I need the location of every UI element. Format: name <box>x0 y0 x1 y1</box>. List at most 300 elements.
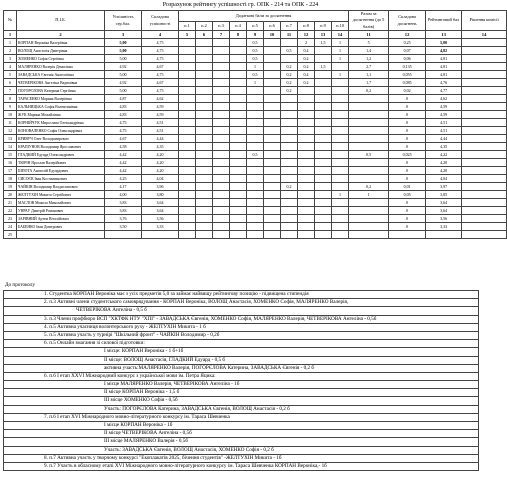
achievement-component: 0 <box>389 119 426 127</box>
performance-component: 4,44 <box>142 135 179 143</box>
achievement-points <box>281 167 298 175</box>
commission-decision <box>462 183 507 191</box>
achievement-points <box>264 143 281 151</box>
achievement-points <box>332 143 349 151</box>
row-number: 17 <box>4 167 17 175</box>
avg-score: 4,75 <box>105 127 142 135</box>
row-number: 14 <box>4 143 17 151</box>
achievement-points <box>213 103 230 111</box>
rating-score: 4,20 <box>426 159 462 167</box>
row-number: 1 <box>4 39 17 47</box>
commission-decision <box>462 119 507 127</box>
achievement-points <box>281 151 298 159</box>
avg-score: 3,83 <box>105 199 142 207</box>
achievement-component: 0 <box>389 215 426 223</box>
student-name: ГЛАДКИЙ Едуард Олександрович <box>17 151 105 159</box>
achievement-points <box>230 79 247 87</box>
table-row <box>4 215 507 223</box>
protocol-line-text: 6. п.5 Онлайн змагання зі силової підготовки: <box>44 340 145 347</box>
achievement-points <box>315 223 332 231</box>
achievement-points <box>196 223 213 231</box>
col-avg-header: Успішність сер.бал. <box>105 11 142 31</box>
commission-decision <box>462 63 507 71</box>
protocol-line-text: І місце: КОРПАН Вероніка - 1 б+1б <box>104 348 184 355</box>
avg-score: 4,42 <box>105 167 142 175</box>
achievement-points <box>315 111 332 119</box>
achievement-points <box>264 159 281 167</box>
achievement-points <box>196 47 213 55</box>
achievement-points <box>332 175 349 183</box>
performance-component: 4,67 <box>142 79 179 87</box>
sub-header: п.2 <box>196 21 213 31</box>
achievement-points <box>264 47 281 55</box>
achievement-component: 0,085 <box>389 79 426 87</box>
achievement-component: 0 <box>389 135 426 143</box>
achievement-points <box>179 71 196 79</box>
avg-score: 4,25 <box>105 175 142 183</box>
achievement-points <box>179 55 196 63</box>
commission-decision <box>462 103 507 111</box>
protocol-line <box>3 463 479 471</box>
sub-header: п.9 <box>315 21 332 31</box>
achievement-points <box>179 127 196 135</box>
achievement-sum: 5 <box>349 39 389 47</box>
commission-decision <box>462 231 507 239</box>
avg-score: 4,75 <box>105 119 142 127</box>
protocol-line <box>3 316 479 324</box>
achievement-points <box>332 159 349 167</box>
achievement-points <box>315 103 332 111</box>
achievement-points <box>230 207 247 215</box>
achievement-points <box>264 119 281 127</box>
achievement-points <box>196 63 213 71</box>
protocol-line-text: активна участь:МАЛЯРЕНКО Валерія, ПОГОРЄЛОВА Катерина, ЗАВАДСЬКА Євгенія - 0,2 б <box>104 364 315 371</box>
avg-score: 3,50 <box>105 223 142 231</box>
achievement-points <box>213 199 230 207</box>
achievement-sum <box>349 223 389 231</box>
avg-score: 4,58 <box>105 143 142 151</box>
row-number: 10 <box>4 111 17 119</box>
avg-score: 4,83 <box>105 111 142 119</box>
protocol-line <box>3 332 479 340</box>
student-name: КРИВУЧ Олег Володимирович <box>17 135 105 143</box>
achievement-points <box>213 167 230 175</box>
performance-component: 4,51 <box>142 127 179 135</box>
achievement-points <box>230 87 247 95</box>
performance-component: 4,51 <box>142 119 179 127</box>
sub-header: п.10 <box>332 21 349 31</box>
performance-component: 4,75 <box>142 55 179 63</box>
achievement-points <box>298 103 315 111</box>
achievement-points <box>213 207 230 215</box>
achievement-points <box>213 159 230 167</box>
commission-decision <box>462 159 507 167</box>
achievement-sum: 1,1 <box>349 71 389 79</box>
achievement-points <box>196 175 213 183</box>
avg-score: 4,00 <box>105 191 142 199</box>
table-row <box>4 159 507 167</box>
achievement-component: 0 <box>389 167 426 175</box>
achievement-points <box>179 79 196 87</box>
achievement-points <box>281 223 298 231</box>
achievement-points <box>196 55 213 63</box>
commission-decision <box>462 199 507 207</box>
avg-score: 4,83 <box>105 103 142 111</box>
achievement-points: 0,2 <box>281 71 298 79</box>
achievement-component: 0 <box>389 111 426 119</box>
protocol-line-text: 4. п.5 Активна учасниця волонтерського руху - ЖЕЛТУХІН Микита - 1 б <box>44 323 206 330</box>
achievement-points <box>264 231 281 239</box>
performance-component: 3,33 <box>142 223 179 231</box>
protocol-line-text: 9. п.7 Участь в обласному етапі XVI Міжнародного мовно-літературного конкурсу ім. Тараса Шевченка КОРПАН Вероніка,- 1б <box>44 462 327 469</box>
achievement-points <box>230 135 247 143</box>
achievement-points <box>213 191 230 199</box>
achievement-sum: 1,2 <box>349 55 389 63</box>
avg-score: 4,42 <box>105 151 142 159</box>
protocol-line <box>3 340 479 348</box>
achievement-points <box>213 183 230 191</box>
protocol-line <box>3 365 479 373</box>
achievement-points <box>196 39 213 47</box>
achievement-points: 1,5 <box>315 63 332 71</box>
achievement-sum <box>349 199 389 207</box>
achievement-points <box>298 223 315 231</box>
achievement-points <box>179 199 196 207</box>
achievement-points <box>315 87 332 95</box>
achievement-points <box>264 79 281 87</box>
achievement-points <box>230 71 247 79</box>
student-name: ТЮРІН Ярослав Валерійович <box>17 159 105 167</box>
achievement-points <box>264 223 281 231</box>
achievement-points <box>196 111 213 119</box>
achievement-points <box>264 111 281 119</box>
commission-decision <box>462 39 507 47</box>
student-name: ЖУК Марина Михайлівна <box>17 111 105 119</box>
achievement-points <box>264 103 281 111</box>
protocol-line-text: 7. п.6 І етап XVI Міжнародного мовно-літературного конкурсу ім. Тараса Шевченка <box>44 413 230 420</box>
achievement-points <box>315 207 332 215</box>
table-row <box>4 119 507 127</box>
achievement-sum <box>349 159 389 167</box>
col-decision-header: Рішення комісії <box>462 11 507 31</box>
protocol-line-text: ІІІ місце ХОМЕНКО Софія - 0,5б <box>104 397 178 404</box>
achievement-points <box>298 135 315 143</box>
achievement-points: 0,2 <box>281 183 298 191</box>
performance-component: 3,64 <box>142 207 179 215</box>
achievement-points <box>230 231 247 239</box>
achievement-points <box>230 39 247 47</box>
achievement-points <box>230 119 247 127</box>
achievement-component: 0,07 <box>389 47 426 55</box>
notes-heading: До протоколу <box>5 282 36 288</box>
protocol-line-text: І місце МАЛЯРЕНКО Валерія, ЧЕТВЕРІКОВА Ангеліна - 1б <box>104 381 240 388</box>
achievement-points <box>196 119 213 127</box>
col-num-header: № <box>4 11 17 31</box>
rating-score: 3,56 <box>426 215 462 223</box>
student-name: БАБЕНКО Іван Дмитрович <box>17 223 105 231</box>
row-number: 4 <box>4 63 17 71</box>
rating-score: 4,81 <box>426 71 462 79</box>
achievement-points <box>315 95 332 103</box>
achievement-points <box>213 231 230 239</box>
achievement-points <box>315 191 332 199</box>
achievement-points <box>196 87 213 95</box>
table-row <box>4 175 507 183</box>
achievement-points <box>247 111 264 119</box>
achievement-points <box>179 223 196 231</box>
achievement-points: 0,5 <box>247 47 264 55</box>
achievement-points <box>332 215 349 223</box>
achievement-points <box>264 63 281 71</box>
performance-component: 4,75 <box>142 39 179 47</box>
table-row <box>4 79 507 87</box>
achievement-points <box>332 167 349 175</box>
achievement-component: 0 <box>389 223 426 231</box>
commission-decision <box>462 175 507 183</box>
achievement-points <box>298 95 315 103</box>
achievement-points <box>213 79 230 87</box>
col-sum-header: Разом за досягнення (до 5 балів) <box>349 11 389 31</box>
achievement-points <box>315 119 332 127</box>
student-name: ЗАВАДСЬКА Євгенія Анатоліївна <box>17 71 105 79</box>
commission-decision <box>462 47 507 55</box>
achievement-points <box>332 103 349 111</box>
achievement-sum: 1,4 <box>349 47 389 55</box>
protocol-line <box>3 389 479 397</box>
achievement-points <box>196 183 213 191</box>
achievement-points <box>281 207 298 215</box>
row-number: 11 <box>4 119 17 127</box>
achievement-points <box>264 71 281 79</box>
row-number: 24 <box>4 223 17 231</box>
achievement-points <box>179 63 196 71</box>
student-name: ЖЕЛТУХІН Микита Сергійович <box>17 191 105 199</box>
rating-score: 4,77 <box>426 87 462 95</box>
row-number: 6 <box>4 79 17 87</box>
rating-score: 4,82 <box>426 47 462 55</box>
achievement-points <box>196 167 213 175</box>
avg-score: 5,00 <box>105 47 142 55</box>
achievement-points <box>179 111 196 119</box>
row-number: 22 <box>4 207 17 215</box>
column-number: 2 <box>17 31 105 39</box>
achievement-points <box>298 159 315 167</box>
achievement-points <box>247 167 264 175</box>
performance-component: 4,67 <box>142 63 179 71</box>
protocol-line-text: 2. п.3 Активні члени студентського самоврядування - КОРПАН Вероніка, ВОЛОЩ Анастасія, ХОМЕНКО Софія, МАЛЯРЕНКО Валерія, <box>44 299 349 306</box>
achievement-sum: 1,7 <box>349 79 389 87</box>
achievement-points <box>332 183 349 191</box>
row-number: 5 <box>4 71 17 79</box>
achievement-points: 0,2 <box>281 87 298 95</box>
achievement-points <box>179 175 196 183</box>
achievement-sum: 0,2 <box>349 87 389 95</box>
column-number: 5 <box>179 31 196 39</box>
achievement-points <box>315 79 332 87</box>
achievement-points <box>230 215 247 223</box>
achievement-points <box>332 119 349 127</box>
table-row <box>4 103 507 111</box>
achievement-points <box>196 207 213 215</box>
performance-component: 3,96 <box>142 183 179 191</box>
achievement-points <box>298 127 315 135</box>
protocol-line-text: 8. п.7 Активна участь у творчому конкурсі "Екоплакатів 2025, бічення студентів" -ЖЕЛТУХІН Микита - 1б <box>44 454 282 461</box>
achievement-points <box>264 207 281 215</box>
sub-header: п.1 <box>179 21 196 31</box>
achievement-points <box>264 39 281 47</box>
achievement-points <box>281 135 298 143</box>
table-row <box>4 47 507 55</box>
achievement-points <box>281 199 298 207</box>
table-row <box>4 71 507 79</box>
achievement-points <box>332 79 349 87</box>
row-number: 13 <box>4 135 17 143</box>
achievement-points <box>230 127 247 135</box>
rating-score: 5,00 <box>426 39 462 47</box>
achievement-sum: 0,5 <box>349 151 389 159</box>
achievement-points <box>213 47 230 55</box>
achievement-points <box>179 231 196 239</box>
student-name: МАСЛОВ Микола Миколайович <box>17 199 105 207</box>
achievement-points: 1 <box>332 55 349 63</box>
achievement-points <box>247 95 264 103</box>
achievement-points <box>298 207 315 215</box>
achievement-points <box>298 199 315 207</box>
student-name: СИСОЄВ Іван Костянтинович <box>17 175 105 183</box>
achievement-points: 0,4 <box>298 47 315 55</box>
protocol-line <box>3 406 479 414</box>
row-number: 18 <box>4 175 17 183</box>
protocol-line <box>3 290 479 299</box>
achievement-points: 0,2 <box>298 79 315 87</box>
achievement-points <box>298 119 315 127</box>
student-name: ТАРАСЕНКО Марина Валеріївна <box>17 95 105 103</box>
rating-score <box>426 231 462 239</box>
table-row <box>4 191 507 199</box>
achievement-points <box>179 39 196 47</box>
achievement-sum <box>349 215 389 223</box>
achievement-points <box>264 183 281 191</box>
achievement-points <box>179 215 196 223</box>
achievement-points <box>298 111 315 119</box>
performance-component: 3,80 <box>142 191 179 199</box>
achievement-points <box>196 215 213 223</box>
protocol-line-text: ІІ місце: ВОЛОЩ Анастасія, ГЛАДКИЙ Едуард - 0,5 б <box>104 356 226 363</box>
student-name <box>17 231 105 239</box>
col-name-header: П.І.Б. <box>17 11 105 31</box>
rating-score: 4,04 <box>426 175 462 183</box>
achievement-points <box>213 175 230 183</box>
achievement-points <box>179 47 196 55</box>
achievement-points: 0,5 <box>247 55 264 63</box>
achievement-points: 1 <box>332 47 349 55</box>
protocol-line-text: ІІ місце ЧЕТВЕРІКОВА Ангеліна - 0,5б <box>104 430 192 437</box>
achievement-points <box>247 207 264 215</box>
achievement-points: 0,2 <box>298 63 315 71</box>
achievement-component: 0,05 <box>389 191 426 199</box>
column-number: 13 <box>426 31 462 39</box>
achievement-points <box>213 39 230 47</box>
rating-score: 4,22 <box>426 151 462 159</box>
achievement-points <box>332 231 349 239</box>
achievement-points <box>230 175 247 183</box>
protocol-line <box>3 447 479 455</box>
sub-header: п.8 <box>298 21 315 31</box>
table-row <box>4 63 507 71</box>
rating-score: 4,51 <box>426 119 462 127</box>
protocol-line <box>3 430 479 438</box>
protocol-line <box>3 414 479 422</box>
achievement-points: 2 <box>298 39 315 47</box>
achievement-points <box>213 63 230 71</box>
table-row <box>4 143 507 151</box>
protocol-line-text: 6. п.6 І етап XXVI Міжнародний конкурс з української мови ім. Петра Яцика: <box>44 372 216 379</box>
commission-decision <box>462 207 507 215</box>
achievement-points <box>298 231 315 239</box>
achievement-points <box>230 143 247 151</box>
achievement-points <box>179 159 196 167</box>
protocol-line-text: 1. Студентка КОРПАН Вероніка має з усіх предметів 5,0 за займає найвищу рейтингову позицію - підвищена стипендія <box>44 291 309 297</box>
achievement-points <box>281 175 298 183</box>
achievement-points <box>196 79 213 87</box>
achievement-points <box>332 151 349 159</box>
sub-header: п.7 <box>281 21 298 31</box>
achievement-points <box>196 103 213 111</box>
protocol-line <box>3 324 479 332</box>
achievement-points <box>230 167 247 175</box>
achievement-points <box>281 215 298 223</box>
achievement-points <box>264 127 281 135</box>
row-number: 3 <box>4 55 17 63</box>
table-row <box>4 87 507 95</box>
achievement-points <box>298 191 315 199</box>
achievement-points <box>281 231 298 239</box>
achievement-points <box>332 199 349 207</box>
sub-header: п.3 <box>213 21 230 31</box>
achievement-points <box>281 191 298 199</box>
col-rating-header: Рейтинговий бал <box>426 11 462 31</box>
achievement-points <box>213 95 230 103</box>
rating-score: 4,81 <box>426 55 462 63</box>
achievement-component: 0 <box>389 175 426 183</box>
achievement-points <box>247 191 264 199</box>
row-number: 16 <box>4 159 17 167</box>
achievement-points <box>315 231 332 239</box>
commission-decision <box>462 87 507 95</box>
avg-score: 4,67 <box>105 135 142 143</box>
achievement-points <box>247 127 264 135</box>
commission-decision <box>462 55 507 63</box>
rating-score: 3,33 <box>426 223 462 231</box>
protocol-line <box>3 348 479 356</box>
rating-score: 4,81 <box>426 63 462 71</box>
protocol-line <box>3 307 479 315</box>
avg-score: 5,00 <box>105 87 142 95</box>
achievement-component: 0 <box>389 127 426 135</box>
achievement-sum: 1 <box>349 191 389 199</box>
protocol-line <box>3 438 479 446</box>
rating-score: 4,20 <box>426 167 462 175</box>
achievement-points <box>247 159 264 167</box>
row-number: 2 <box>4 47 17 55</box>
achievement-points <box>230 95 247 103</box>
achievement-points <box>332 63 349 71</box>
row-number: 9 <box>4 103 17 111</box>
column-number: 14 <box>332 31 349 39</box>
achievement-points <box>213 143 230 151</box>
student-name: КРАПІУНОВ Володимир Ярославович <box>17 143 105 151</box>
rating-score: 4,59 <box>426 103 462 111</box>
